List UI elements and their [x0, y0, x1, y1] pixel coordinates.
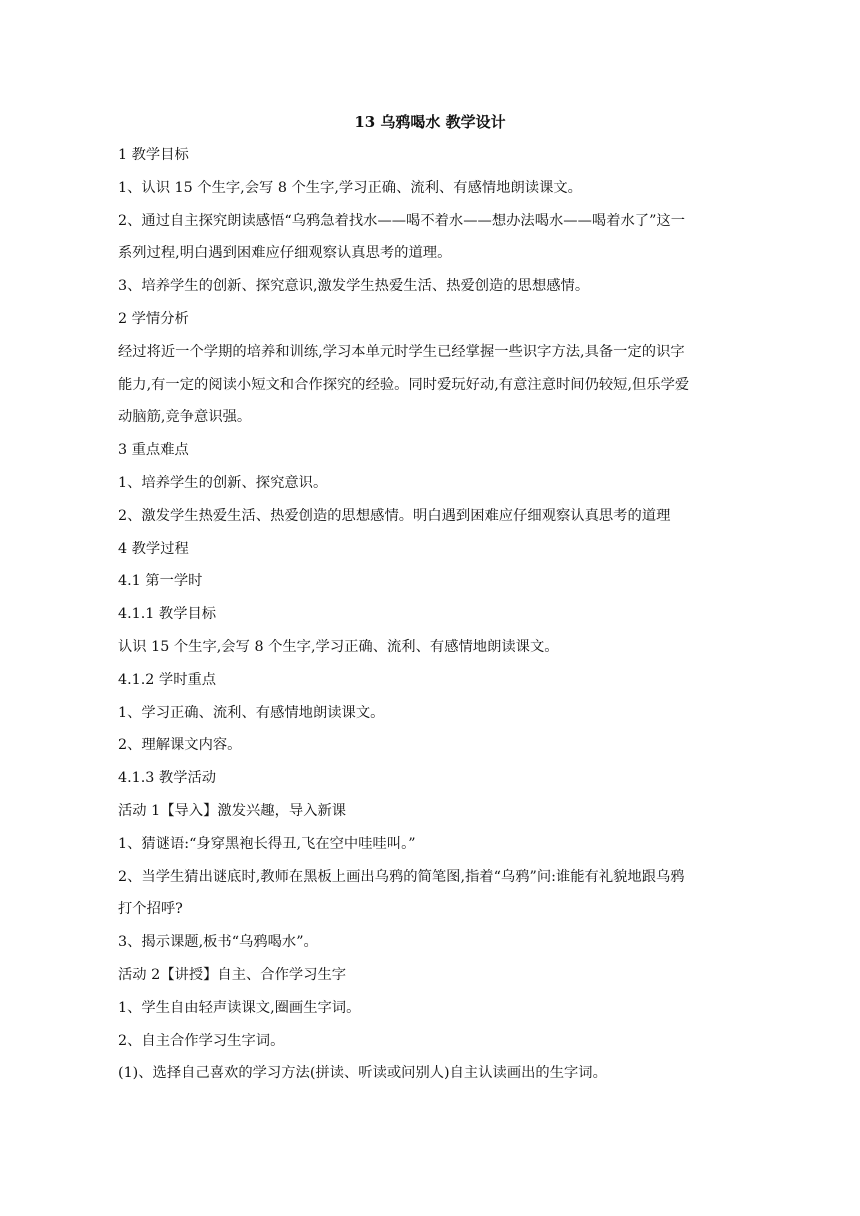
- document-body: [118, 145, 746, 1096]
- text-line: 能力,有一定的阅读小短文和合作探究的经验。同时爱玩好动,有意注意时间仍较短,但乐学爱: [118, 376, 690, 393]
- text-line: 3、揭示课题,板书“乌鸦喝水”。: [118, 934, 318, 951]
- text-line: 2、理解课文内容。: [118, 737, 242, 754]
- text-line: 2、自主合作学习生字词。: [118, 1032, 285, 1049]
- text-line: 2 学情分析: [118, 310, 189, 327]
- text-line: 认识 15 个生字,会写 8 个生字,学习正确、流利、有感情地朗读课文。: [118, 638, 559, 655]
- text-line: 1、认识 15 个生字,会写 8 个生字,学习正确、流利、有感情地朗读课文。: [118, 179, 582, 196]
- text-line: 动脑筋,竞争意识强。: [118, 409, 252, 426]
- text-line: 2、激发学生热爱生活、热爱创造的思想感情。明白遇到困难应仔细观察认真思考的道理: [118, 507, 671, 524]
- text-line: 1、猜谜语:“身穿黑袍长得丑,飞在空中哇哇叫。”: [118, 835, 416, 852]
- text-line: 活动 2【讲授】自主、合作学习生字: [118, 966, 347, 983]
- text-line: 4.1.3 教学活动: [118, 770, 217, 787]
- text-line: 4 教学过程: [118, 540, 189, 557]
- text-line: 1 教学目标: [118, 147, 189, 163]
- text-line: 打个招呼?: [118, 901, 183, 918]
- text-line: 1、学习正确、流利、有感情地朗读课文。: [118, 704, 385, 721]
- text-line: 3 重点难点: [118, 442, 189, 459]
- text-line: 系列过程,明白遇到困难应仔细观察认真思考的道理。: [118, 245, 452, 262]
- text-line: 2、当学生猜出谜底时,教师在黑板上画出乌鸦的简笔图,指着“乌鸦”问:谁能有礼貌地跟乌鸦: [118, 868, 685, 885]
- text-line: (1)、选择自己喜欢的学习方法(拼读、听读或问别人)自主认读画出的生字词。: [118, 1065, 607, 1082]
- text-line: 1、培养学生的创新、探究意识。: [118, 474, 328, 491]
- text-line: 经过将近一个学期的培养和训练,学习本单元时学生已经掌握一些识字方法,具备一定的识字: [118, 343, 685, 360]
- document-title: 13 乌鸦喝水 教学设计: [354, 113, 506, 131]
- text-line: 3、培养学生的创新、探究意识,激发学生热爱生活、热爱创造的思想感情。: [118, 278, 590, 295]
- text-line: 4.1.1 教学目标: [118, 606, 217, 623]
- text-line: 2、通过自主探究朗读感悟“乌鸦急着找水——喝不着水——想办法喝水——喝着水了”这一: [118, 212, 685, 229]
- text-line: 4.1 第一学时: [118, 573, 203, 590]
- text-line: 1、学生自由轻声读课文,圈画生字词。: [118, 999, 361, 1016]
- text-line: 活动 1【导入】激发兴趣，导入新课: [118, 802, 347, 819]
- text-line: 4.1.2 学时重点: [118, 671, 217, 688]
